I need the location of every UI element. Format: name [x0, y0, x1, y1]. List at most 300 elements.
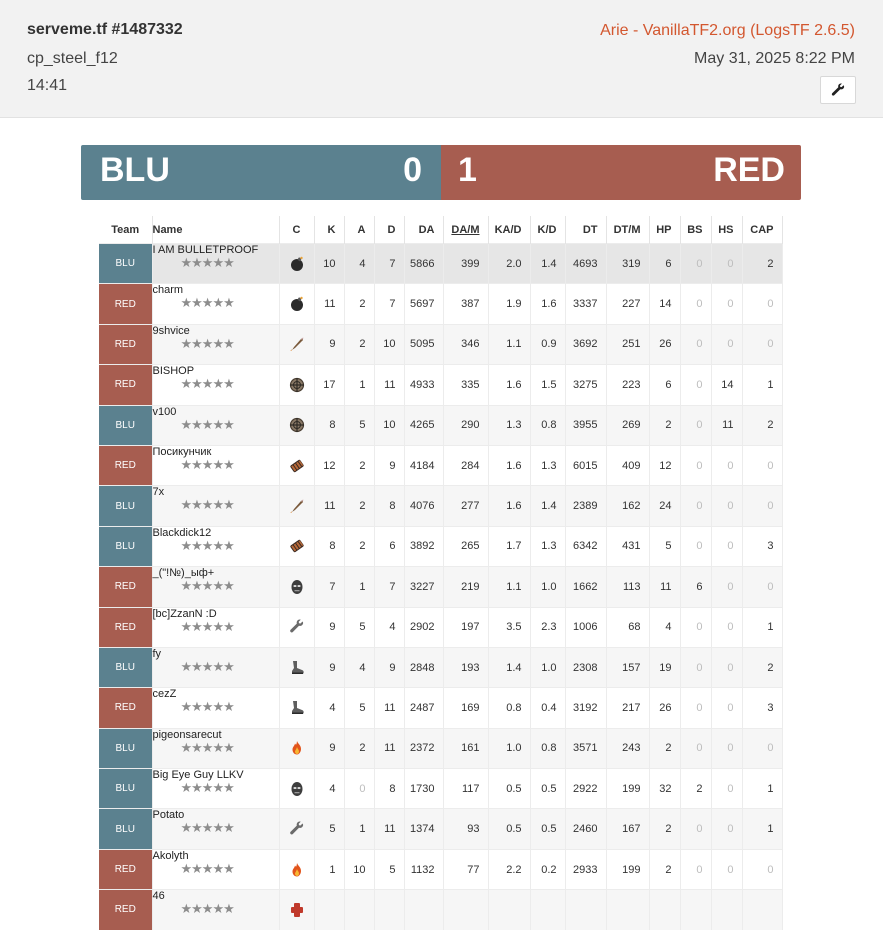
demoman-icon	[289, 256, 305, 272]
stat-deaths: 11	[374, 688, 404, 728]
stat-health-packs	[649, 890, 680, 930]
stat-ka-per-death	[488, 890, 530, 930]
stat-captures: 0	[742, 567, 782, 607]
stat-backstabs: 0	[680, 486, 711, 526]
stat-health-packs: 14	[649, 284, 680, 324]
player-cell	[152, 890, 279, 930]
stat-health-packs: 2	[649, 809, 680, 849]
class-cell	[279, 607, 314, 647]
stat-k-per-death: 0.4	[530, 688, 565, 728]
stat-backstabs	[680, 890, 711, 930]
stat-k-per-death: 1.6	[530, 284, 565, 324]
player-rating-stars[interactable]: ★★★★★	[180, 901, 234, 917]
stat-damage: 2372	[404, 728, 443, 768]
stat-damage-taken-per-minute: 319	[606, 244, 649, 284]
col-header-assists[interactable]: A	[344, 216, 374, 244]
stat-deaths: 11	[374, 728, 404, 768]
stat-kills: 8	[314, 405, 344, 445]
player-cell	[152, 445, 279, 485]
player-cell	[152, 324, 279, 364]
stat-deaths: 4	[374, 607, 404, 647]
stat-captures: 3	[742, 688, 782, 728]
stat-captures: 1	[742, 607, 782, 647]
stat-kills: 9	[314, 647, 344, 687]
stat-k-per-death: 1.0	[530, 567, 565, 607]
stat-headshots: 0	[711, 607, 742, 647]
stat-assists: 1	[344, 809, 374, 849]
stat-damage-taken-per-minute: 68	[606, 607, 649, 647]
col-header-kills[interactable]: K	[314, 216, 344, 244]
stat-k-per-death: 1.3	[530, 445, 565, 485]
stat-health-packs: 12	[649, 445, 680, 485]
table-row	[99, 324, 782, 364]
player-cell	[152, 849, 279, 889]
stat-damage-taken-per-minute	[606, 890, 649, 930]
stat-kills: 7	[314, 567, 344, 607]
team-badge: BLU	[99, 486, 152, 526]
stat-headshots: 0	[711, 769, 742, 809]
stat-health-packs: 26	[649, 688, 680, 728]
table-row	[99, 849, 782, 889]
player-name-link[interactable]: 7x	[152, 486, 165, 499]
stat-health-packs: 11	[649, 567, 680, 607]
stat-headshots: 0	[711, 728, 742, 768]
player-cell	[152, 284, 279, 324]
stat-backstabs: 0	[680, 849, 711, 889]
wrench-icon	[831, 83, 845, 97]
team-badge: BLU	[99, 526, 152, 566]
player-name-link[interactable]: pigeonsarecut	[152, 728, 222, 741]
stat-kills: 4	[314, 688, 344, 728]
player-name-link[interactable]: Akolyth	[152, 849, 189, 862]
stat-damage: 1374	[404, 809, 443, 849]
stat-damage-taken: 2308	[565, 647, 606, 687]
engineer-icon	[289, 821, 305, 837]
red-team-score: 1	[458, 151, 477, 189]
col-header-headshots[interactable]: HS	[711, 216, 742, 244]
player-rating-stars[interactable]: ★★★★★	[180, 578, 234, 594]
col-header-captures[interactable]: CAP	[742, 216, 782, 244]
stat-headshots: 0	[711, 809, 742, 849]
player-rating-stars[interactable]: ★★★★★	[180, 335, 234, 351]
table-row	[99, 365, 782, 405]
stat-damage-taken-per-minute: 269	[606, 405, 649, 445]
class-cell	[279, 365, 314, 405]
stat-ka-per-death: 2.0	[488, 244, 530, 284]
player-rating-stars[interactable]: ★★★★★	[180, 699, 234, 715]
class-cell	[279, 890, 314, 930]
stat-ka-per-death: 1.0	[488, 728, 530, 768]
stat-deaths: 7	[374, 244, 404, 284]
engineer-icon	[289, 619, 305, 635]
stat-captures: 0	[742, 445, 782, 485]
stat-damage-taken: 2922	[565, 769, 606, 809]
stat-k-per-death: 1.5	[530, 365, 565, 405]
stat-damage: 1730	[404, 769, 443, 809]
stat-damage-taken-per-minute: 223	[606, 365, 649, 405]
stat-k-per-death: 1.0	[530, 647, 565, 687]
col-header-damage-taken[interactable]: DT	[565, 216, 606, 244]
stat-headshots: 0	[711, 244, 742, 284]
stat-headshots: 0	[711, 445, 742, 485]
stat-headshots: 0	[711, 324, 742, 364]
stat-k-per-death	[530, 890, 565, 930]
team-badge: RED	[99, 688, 152, 728]
stat-damage: 4184	[404, 445, 443, 485]
stat-deaths: 11	[374, 809, 404, 849]
table-row	[99, 284, 782, 324]
stat-health-packs: 4	[649, 607, 680, 647]
stat-damage-per-minute: 277	[443, 486, 488, 526]
stat-ka-per-death: 1.9	[488, 284, 530, 324]
stat-ka-per-death: 1.6	[488, 365, 530, 405]
team-badge: BLU	[99, 647, 152, 687]
stat-headshots: 0	[711, 526, 742, 566]
class-cell	[279, 849, 314, 889]
stat-assists: 2	[344, 284, 374, 324]
player-cell	[152, 567, 279, 607]
player-name-link[interactable]: 9shvice	[152, 324, 190, 337]
stat-backstabs: 0	[680, 324, 711, 364]
stat-damage-taken-per-minute: 243	[606, 728, 649, 768]
stat-k-per-death: 0.2	[530, 849, 565, 889]
stat-damage-taken: 6015	[565, 445, 606, 485]
stat-damage-per-minute: 193	[443, 647, 488, 687]
col-header-ka-per-death[interactable]: KA/D	[488, 216, 530, 244]
blu-team-name: BLU	[100, 151, 170, 189]
player-name-link[interactable]: Blackdick12	[152, 526, 212, 539]
table-row	[99, 405, 782, 445]
player-rating-stars[interactable]: ★★★★★	[180, 618, 234, 634]
stat-assists: 4	[344, 244, 374, 284]
stat-ka-per-death: 1.4	[488, 647, 530, 687]
stat-k-per-death: 0.9	[530, 324, 565, 364]
player-name-link[interactable]: _("!№)_ыф+	[152, 567, 215, 580]
stat-damage-taken: 1006	[565, 607, 606, 647]
class-cell	[279, 769, 314, 809]
player-rating-stars[interactable]: ★★★★★	[180, 456, 234, 472]
stat-kills: 17	[314, 365, 344, 405]
table-row	[99, 890, 782, 930]
stat-backstabs: 2	[680, 769, 711, 809]
player-name-link[interactable]: 46	[152, 890, 165, 903]
col-header-name[interactable]: Name	[152, 216, 279, 244]
stat-assists: 1	[344, 567, 374, 607]
class-cell	[279, 728, 314, 768]
stat-damage-taken: 3337	[565, 284, 606, 324]
stat-ka-per-death: 2.2	[488, 849, 530, 889]
class-cell	[279, 526, 314, 566]
stat-damage-taken-per-minute: 227	[606, 284, 649, 324]
stat-damage-per-minute: 77	[443, 849, 488, 889]
col-header-damage-taken-per-minute[interactable]: DT/M	[606, 216, 649, 244]
col-header-class[interactable]: C	[279, 216, 314, 244]
team-badge: RED	[99, 284, 152, 324]
class-cell	[279, 405, 314, 445]
soldier-icon	[289, 498, 305, 514]
stat-damage-taken: 2933	[565, 849, 606, 889]
stat-damage-taken: 2389	[565, 486, 606, 526]
stat-captures: 0	[742, 486, 782, 526]
stat-backstabs: 0	[680, 728, 711, 768]
stat-k-per-death: 2.3	[530, 607, 565, 647]
map-name: cp_steel_f12	[27, 50, 118, 67]
stat-health-packs: 2	[649, 405, 680, 445]
class-cell	[279, 445, 314, 485]
col-header-backstabs[interactable]: BS	[680, 216, 711, 244]
player-name-link[interactable]: charm	[152, 284, 184, 297]
player-name-link[interactable]: BISHOP	[152, 365, 195, 378]
player-rating-stars[interactable]: ★★★★★	[180, 497, 234, 513]
class-cell	[279, 284, 314, 324]
demoman-icon	[289, 296, 305, 312]
player-cell	[152, 486, 279, 526]
log-title: serveme.tf #1487332	[27, 21, 183, 38]
stat-damage-per-minute: 265	[443, 526, 488, 566]
player-rating-stars[interactable]: ★★★★★	[180, 416, 234, 432]
stat-damage-taken: 3571	[565, 728, 606, 768]
player-cell	[152, 244, 279, 284]
player-name-link[interactable]: Посикунчик	[152, 445, 212, 458]
team-badge: BLU	[99, 728, 152, 768]
table-row	[99, 445, 782, 485]
stat-captures: 1	[742, 769, 782, 809]
scoreboard	[81, 145, 801, 200]
stat-headshots: 0	[711, 567, 742, 607]
team-badge: RED	[99, 607, 152, 647]
stat-damage-taken: 3955	[565, 405, 606, 445]
stat-damage-per-minute: 290	[443, 405, 488, 445]
table-row	[99, 486, 782, 526]
team-badge: RED	[99, 445, 152, 485]
stat-damage-taken: 3192	[565, 688, 606, 728]
table-header-row	[99, 216, 782, 244]
team-badge: BLU	[99, 809, 152, 849]
pyro-icon	[289, 740, 305, 756]
stat-damage-taken-per-minute: 431	[606, 526, 649, 566]
player-rating-stars[interactable]: ★★★★★	[180, 739, 234, 755]
class-cell	[279, 244, 314, 284]
stat-headshots	[711, 890, 742, 930]
player-name-link[interactable]: I AM BULLETPROOF	[152, 244, 259, 256]
stat-deaths	[374, 890, 404, 930]
player-cell	[152, 769, 279, 809]
stat-assists: 2	[344, 445, 374, 485]
stat-health-packs: 6	[649, 244, 680, 284]
class-cell	[279, 324, 314, 364]
stat-ka-per-death: 1.6	[488, 445, 530, 485]
stat-health-packs: 24	[649, 486, 680, 526]
stat-kills: 5	[314, 809, 344, 849]
stat-ka-per-death: 3.5	[488, 607, 530, 647]
stat-damage-taken: 3692	[565, 324, 606, 364]
team-badge: RED	[99, 849, 152, 889]
stat-backstabs: 0	[680, 405, 711, 445]
player-cell	[152, 526, 279, 566]
stat-damage-per-minute: 161	[443, 728, 488, 768]
soldier-icon	[289, 336, 305, 352]
player-name-link[interactable]: [bc]ZzanN :D	[152, 607, 217, 620]
stat-k-per-death: 1.4	[530, 244, 565, 284]
stat-backstabs: 0	[680, 688, 711, 728]
stat-headshots: 0	[711, 647, 742, 687]
col-header-damage[interactable]: DA	[404, 216, 443, 244]
stat-deaths: 7	[374, 284, 404, 324]
table-row	[99, 244, 782, 284]
col-header-deaths[interactable]: D	[374, 216, 404, 244]
table-row	[99, 728, 782, 768]
stat-deaths: 10	[374, 324, 404, 364]
player-rating-stars[interactable]: ★★★★★	[180, 860, 234, 876]
stat-damage-taken: 3275	[565, 365, 606, 405]
pyro-icon	[289, 862, 305, 878]
table-row	[99, 607, 782, 647]
stat-damage-taken: 2460	[565, 809, 606, 849]
stat-kills: 9	[314, 728, 344, 768]
stat-damage-taken-per-minute: 199	[606, 849, 649, 889]
class-cell	[279, 688, 314, 728]
table-row	[99, 526, 782, 566]
stat-deaths: 11	[374, 365, 404, 405]
stat-damage-per-minute: 399	[443, 244, 488, 284]
stat-headshots: 0	[711, 849, 742, 889]
player-name-link[interactable]: v100	[152, 405, 177, 418]
stat-kills: 9	[314, 607, 344, 647]
stat-damage-taken	[565, 890, 606, 930]
medic-icon	[289, 902, 305, 918]
player-rating-stars[interactable]: ★★★★★	[180, 780, 234, 796]
stat-deaths: 7	[374, 567, 404, 607]
stat-damage-per-minute: 219	[443, 567, 488, 607]
stat-damage: 2902	[404, 607, 443, 647]
stat-kills: 10	[314, 244, 344, 284]
stat-captures: 2	[742, 244, 782, 284]
stat-damage: 5095	[404, 324, 443, 364]
stat-damage-taken-per-minute: 113	[606, 567, 649, 607]
stat-damage: 3227	[404, 567, 443, 607]
stat-backstabs: 0	[680, 365, 711, 405]
player-rating-stars[interactable]: ★★★★★	[180, 537, 234, 553]
blu-score-panel	[81, 145, 441, 200]
stat-damage-taken-per-minute: 167	[606, 809, 649, 849]
stat-health-packs: 32	[649, 769, 680, 809]
scout-icon	[289, 700, 305, 716]
player-rating-stars[interactable]: ★★★★★	[180, 255, 234, 270]
stat-headshots: 11	[711, 405, 742, 445]
player-name-link[interactable]: Big Eye Guy LLKV	[152, 769, 244, 782]
stat-captures: 0	[742, 728, 782, 768]
stat-assists: 5	[344, 688, 374, 728]
table-row	[99, 647, 782, 687]
stat-assists: 2	[344, 728, 374, 768]
col-header-damage-per-minute[interactable]: DA/M	[443, 216, 488, 244]
log-header	[0, 0, 883, 118]
heavy-icon	[289, 458, 305, 474]
stat-assists	[344, 890, 374, 930]
player-name-link[interactable]: fy	[152, 647, 162, 660]
sniper-icon	[289, 417, 305, 433]
player-rating-stars[interactable]: ★★★★★	[180, 295, 234, 311]
player-rating-stars[interactable]: ★★★★★	[180, 820, 234, 836]
player-name-link[interactable]: cezZ	[152, 688, 177, 701]
stat-damage-taken-per-minute: 409	[606, 445, 649, 485]
stat-k-per-death: 0.5	[530, 769, 565, 809]
stat-damage: 4933	[404, 365, 443, 405]
stat-damage-per-minute	[443, 890, 488, 930]
table-row	[99, 688, 782, 728]
stat-damage: 5866	[404, 244, 443, 284]
stat-deaths: 9	[374, 445, 404, 485]
stat-damage-per-minute: 346	[443, 324, 488, 364]
stat-ka-per-death: 0.5	[488, 769, 530, 809]
sniper-icon	[289, 377, 305, 393]
stat-k-per-death: 0.8	[530, 405, 565, 445]
stat-ka-per-death: 0.8	[488, 688, 530, 728]
player-cell	[152, 607, 279, 647]
team-badge: BLU	[99, 769, 152, 809]
stat-kills: 4	[314, 769, 344, 809]
table-row	[99, 809, 782, 849]
stat-captures: 1	[742, 809, 782, 849]
match-date: May 31, 2025 8:22 PM	[694, 50, 855, 67]
col-header-health-packs[interactable]: HP	[649, 216, 680, 244]
stat-headshots: 14	[711, 365, 742, 405]
spy-icon	[289, 781, 305, 797]
stat-damage: 4076	[404, 486, 443, 526]
red-score-panel	[441, 145, 801, 200]
stat-assists: 10	[344, 849, 374, 889]
stat-ka-per-death: 1.3	[488, 405, 530, 445]
stat-captures: 2	[742, 405, 782, 445]
stat-backstabs: 0	[680, 647, 711, 687]
stat-damage: 3892	[404, 526, 443, 566]
stat-assists: 5	[344, 607, 374, 647]
col-header-team[interactable]: Team	[99, 216, 152, 244]
stat-damage: 2487	[404, 688, 443, 728]
stat-health-packs: 19	[649, 647, 680, 687]
stat-damage-per-minute: 335	[443, 365, 488, 405]
stat-assists: 5	[344, 405, 374, 445]
stat-captures: 2	[742, 647, 782, 687]
scout-icon	[289, 660, 305, 676]
col-header-k-per-death[interactable]: K/D	[530, 216, 565, 244]
stat-damage-taken: 4693	[565, 244, 606, 284]
stat-captures	[742, 890, 782, 930]
team-badge: RED	[99, 365, 152, 405]
stat-k-per-death: 1.4	[530, 486, 565, 526]
stat-damage-taken-per-minute: 162	[606, 486, 649, 526]
stat-backstabs: 0	[680, 244, 711, 284]
stat-assists: 1	[344, 365, 374, 405]
player-rating-stars[interactable]: ★★★★★	[180, 376, 234, 392]
stat-kills: 9	[314, 324, 344, 364]
stat-captures: 1	[742, 365, 782, 405]
player-name-link[interactable]: Potato	[152, 809, 185, 822]
stat-damage: 2848	[404, 647, 443, 687]
stat-kills: 11	[314, 486, 344, 526]
stat-k-per-death: 0.5	[530, 809, 565, 849]
stat-health-packs: 6	[649, 365, 680, 405]
spy-icon	[289, 579, 305, 595]
stat-damage-per-minute: 117	[443, 769, 488, 809]
player-rating-stars[interactable]: ★★★★★	[180, 658, 234, 674]
stat-backstabs: 0	[680, 445, 711, 485]
stat-assists: 2	[344, 324, 374, 364]
stat-backstabs: 0	[680, 526, 711, 566]
tools-button[interactable]	[820, 76, 856, 104]
log-source-link[interactable]: Arie - VanillaTF2.org (LogsTF 2.6.5)	[600, 22, 855, 39]
player-cell	[152, 647, 279, 687]
